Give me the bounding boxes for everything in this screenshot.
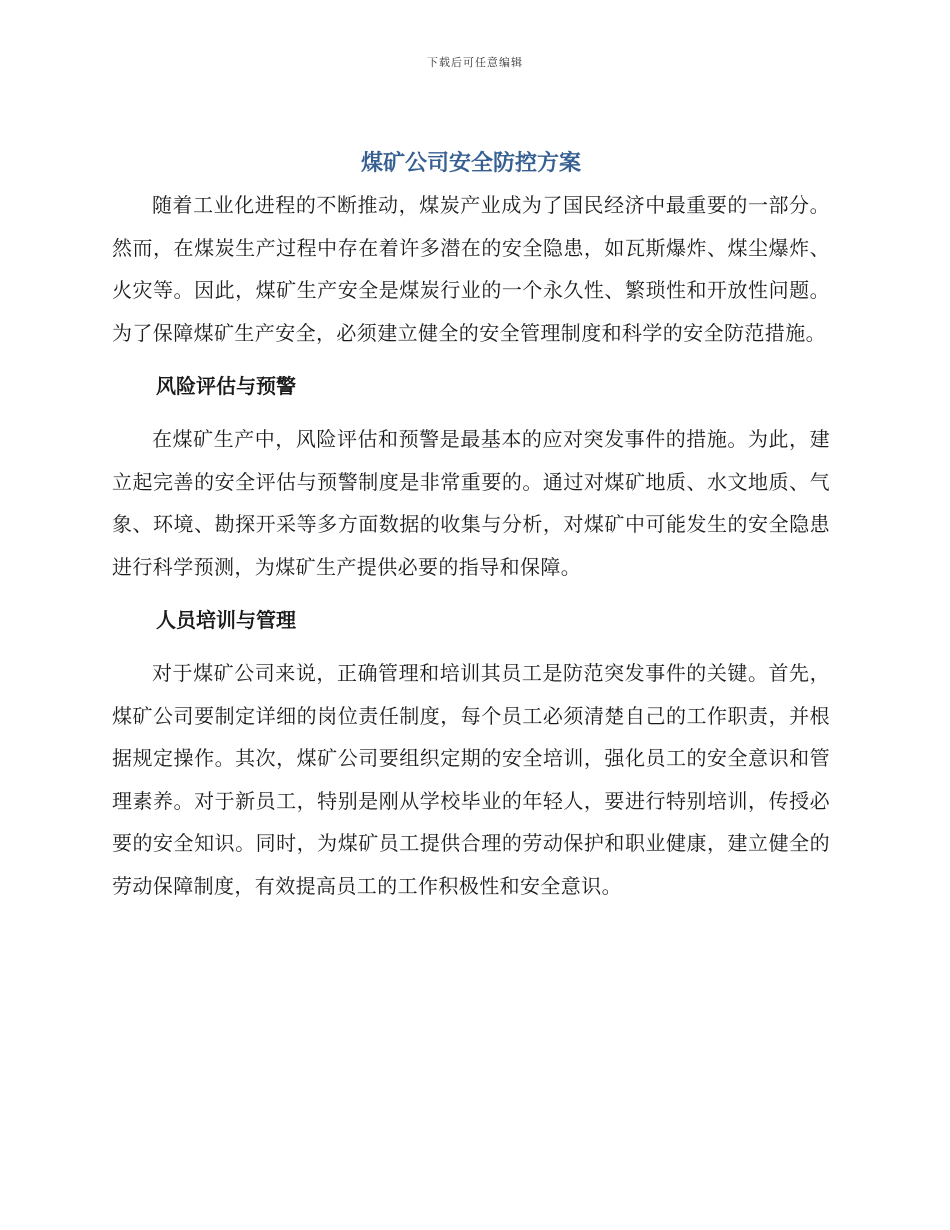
header-note: 下载后可任意编辑	[427, 56, 523, 69]
document-body	[112, 146, 830, 907]
document-title: 煤矿公司安全防控方案	[360, 151, 581, 176]
intro-paragraph: 随着工业化进程的不断推动，煤炭产业成为了国民经济中最重要的一部分。然而，在煤炭生产过程中存在着许多潜在的安全隐患，如瓦斯爆炸、煤尘爆炸、火灾等。因此，煤矿生产安全是煤炭行业的一个永久性、繁琐性和开放性问题。为了保障煤矿生产安全，必须建立健全的安全管理制度和科学的安全防范措施。	[112, 193, 830, 345]
section-body-training: 对于煤矿公司来说，正确管理和培训其员工是防范突发事件的关键。首先，煤矿公司要制定详细的岗位责任制度，每个员工必须清楚自己的工作职责，并根据规定操作。其次，煤矿公司要组织定期的安全培训，强化员工的安全意识和管理素养。对于新员工，特别是刚从学校毕业的年轻人，要进行特别培训，传授必要的安全知识。同时，为煤矿员工提供合理的劳动保护和职业健康，建立健全的劳动保障制度，有效提高员工的工作积极性和安全意识。	[112, 661, 830, 898]
section-heading-risk: 风险评估与预警	[156, 374, 296, 398]
section-heading-training: 人员培训与管理	[156, 608, 296, 632]
section-body-risk: 在煤矿生产中，风险评估和预警是最基本的应对突发事件的措施。为此，建立起完善的安全评估与预警制度是非常重要的。通过对煤矿地质、水文地质、气象、环境、勘探开采等多方面数据的收集与分析，对煤矿中可能发生的安全隐患进行科学预测，为煤矿生产提供必要的指导和保障。	[112, 427, 830, 579]
